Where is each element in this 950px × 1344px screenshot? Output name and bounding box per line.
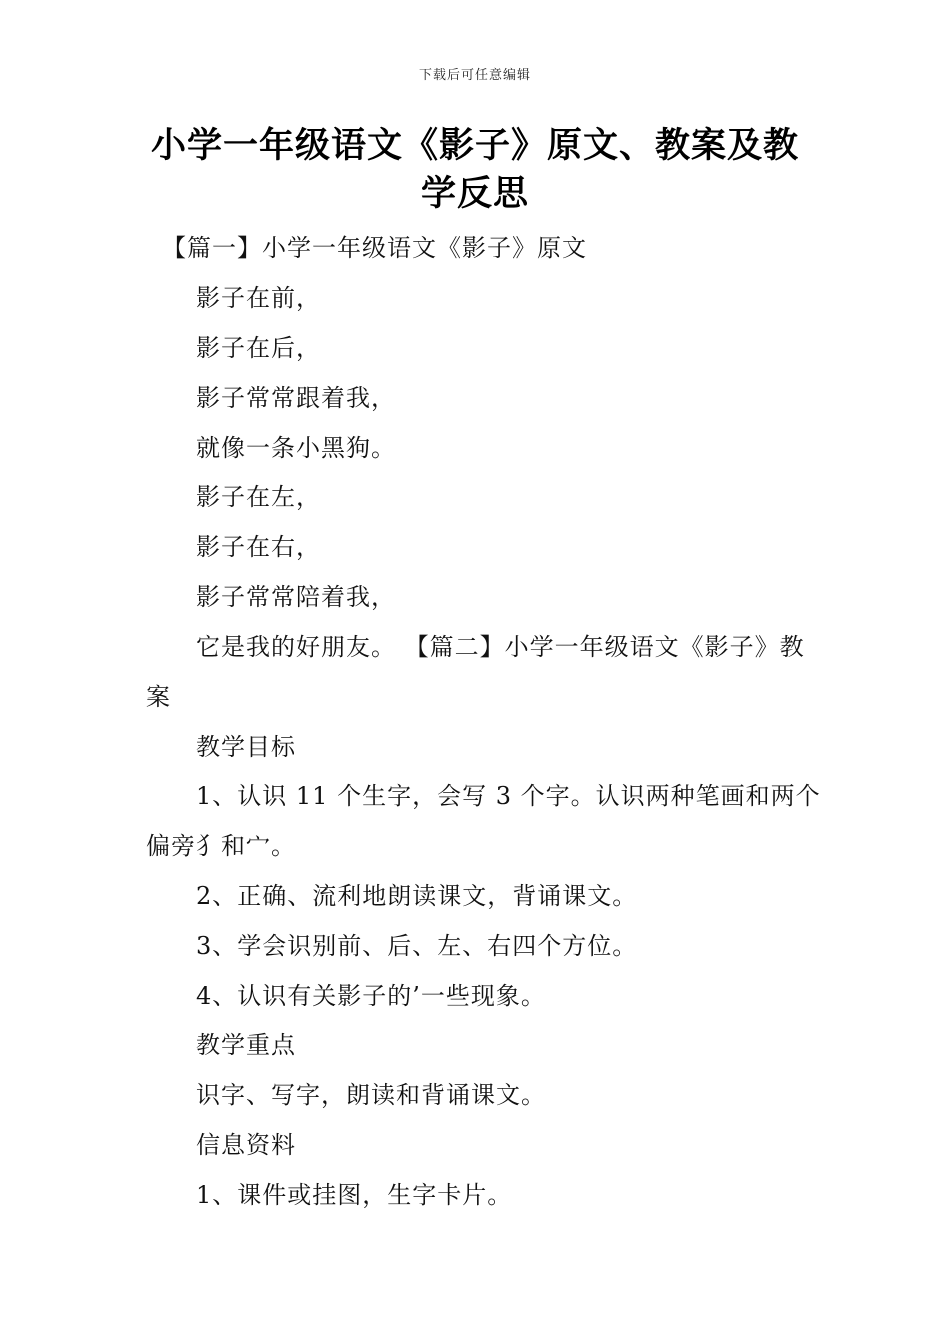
poem-line: 影子在左， bbox=[196, 483, 321, 511]
key-points-heading: 教学重点 bbox=[196, 1031, 296, 1059]
poem-line: 影子在前， bbox=[196, 284, 321, 312]
teaching-goals-heading: 教学目标 bbox=[196, 733, 296, 761]
goal-item: 1、认识 11 个生字，会写 3 个字。认识两种笔画和两个偏旁犭和宀。 bbox=[146, 782, 821, 860]
poem-line: 影子在右， bbox=[196, 533, 321, 561]
poem-line: 影子常常跟着我， bbox=[196, 384, 396, 412]
goal-item: 4、认识有关影子的’一些现象。 bbox=[196, 982, 546, 1010]
poem-line: 影子在后， bbox=[196, 334, 321, 362]
goal-item: 2、正确、流利地朗读课文，背诵课文。 bbox=[196, 882, 638, 910]
document-title: 小学一年级语文《影子》原文、教案及教学反思 bbox=[150, 126, 799, 214]
section-heading-1: 【篇一】小学一年级语文《影子》原文 bbox=[162, 234, 587, 262]
header-note: 下载后可任意编辑 bbox=[418, 68, 531, 83]
poem-line: 就像一条小黑狗。 bbox=[196, 434, 396, 462]
poem-end-and-section-heading-2: 它是我的好朋友。 【篇二】小学一年级语文《影子》教案 bbox=[146, 633, 805, 711]
poem-line: 影子常常陪着我， bbox=[196, 583, 396, 611]
material-item: 1、课件或挂图，生字卡片。 bbox=[196, 1181, 513, 1209]
goal-item: 3、学会识别前、后、左、右四个方位。 bbox=[196, 932, 638, 960]
key-points-text: 识字、写字，朗读和背诵课文。 bbox=[196, 1081, 546, 1109]
materials-heading: 信息资料 bbox=[196, 1131, 296, 1159]
